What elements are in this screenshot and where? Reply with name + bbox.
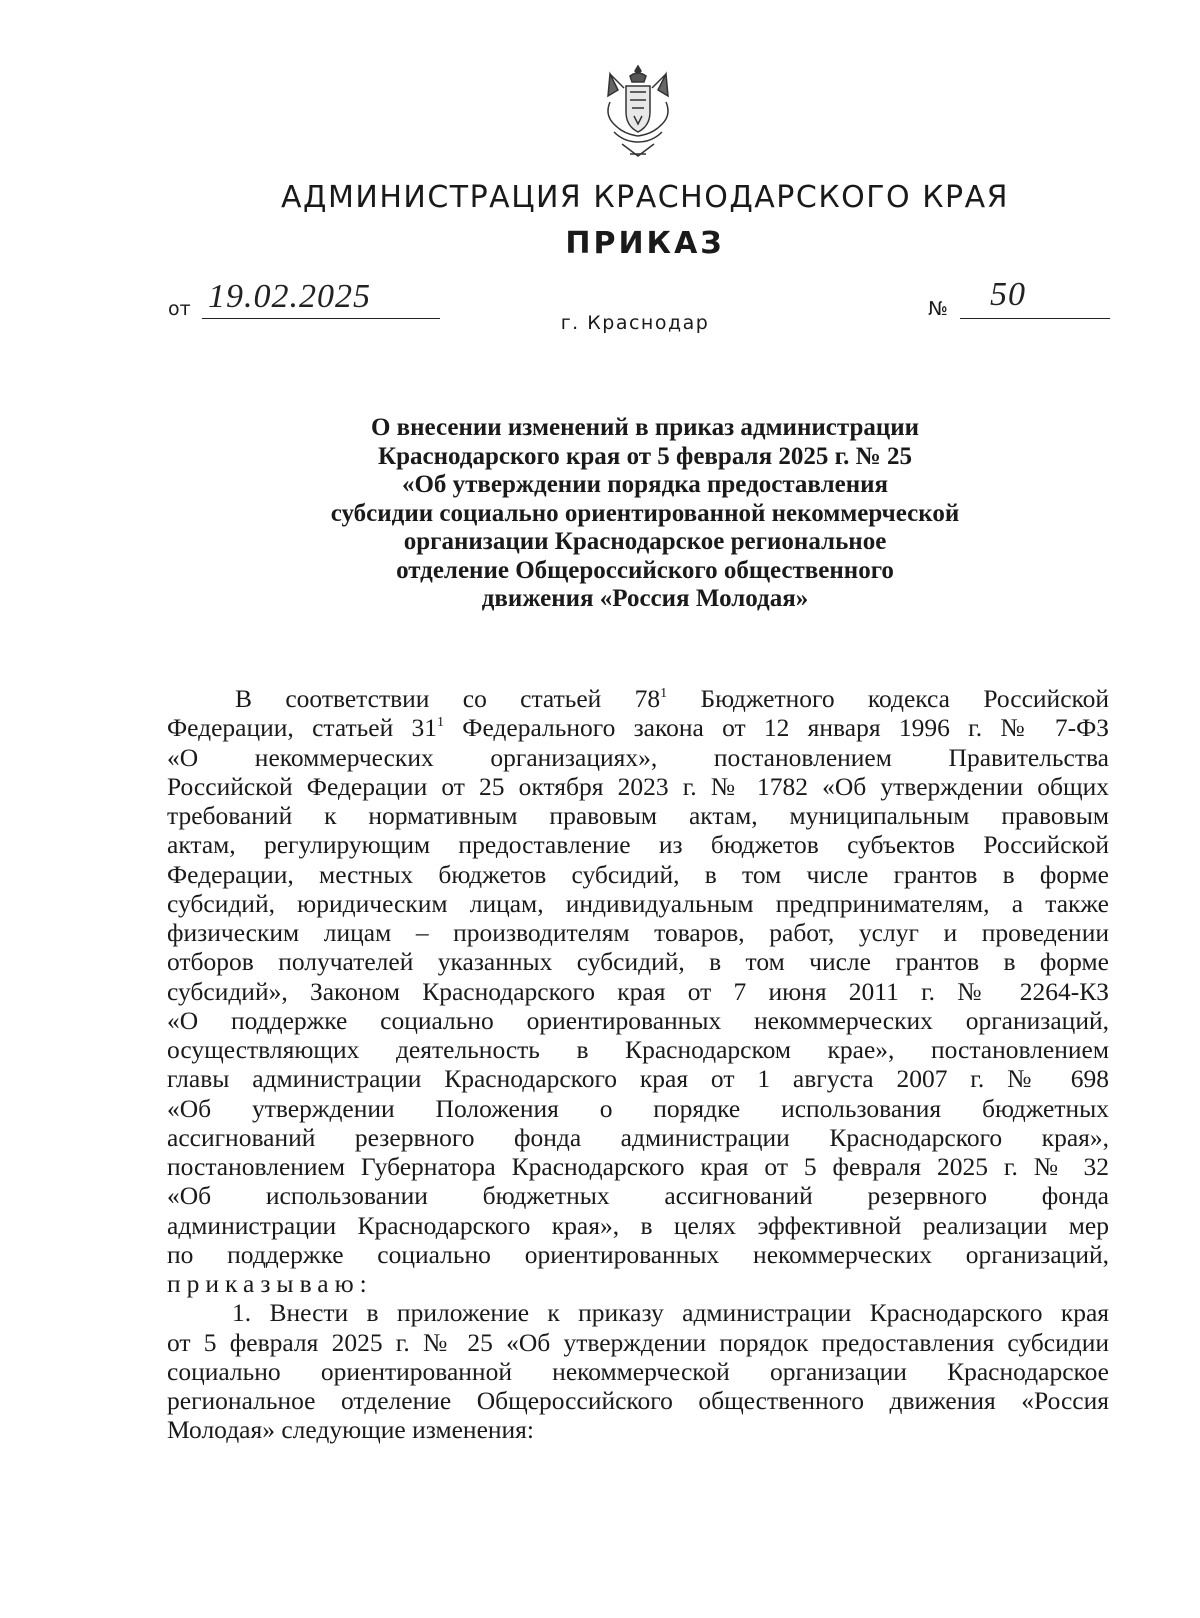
body-line: Федерации, статьей $31^1$ Федерального закона от 12 января 1996 г. № 7-ФЗ [167,713,1109,743]
body-line: «Об утверждении Положения о порядке использования бюджетных [167,1093,1109,1123]
handwritten-date: 19.02.2025 [208,278,371,315]
subject-line: «Об утверждении порядка предоставления [401,471,889,498]
body-line: социально ориентированной некоммерческой организации Краснодарское [167,1356,1109,1386]
subject-line: движения «Россия Молодая» [481,585,809,612]
document-type: ПРИКАЗ [565,226,725,261]
body-line: осуществляющих деятельность в Краснодарском крае», постановлением [167,1035,1109,1064]
body-line: Молодая» следующие изменения: [167,1415,534,1445]
subject-line: Краснодарского края от 5 февраля 2025 г. № 25 [377,442,913,470]
body-line: Федерации, местных бюджетов субсидий, в том числе грантов в форме [167,859,1109,889]
body-line: В соответствии со статьей $78^1$ Бюджетного кодекса Российской [235,684,1109,713]
body-line: «О поддержке социально ориентированных некоммерческих организаций, [167,1005,1109,1035]
city: г. Краснодар [560,312,710,334]
body-line: физическим лицам – производителям товаров, работ, услуг и проведении [167,918,1109,947]
subject-line: О внесении изменений в приказ администрации [370,414,920,441]
body-line: субсидий», Законом Краснодарского края от 7 июня 2011 г. № 2264-КЗ [167,976,1109,1006]
order-verb: приказываю: [167,1269,373,1298]
body-line: региональное отделение Общероссийского общественного движения «Россия [167,1386,1109,1415]
subject-line: организации Краснодарское региональное [403,528,887,555]
body-line: администрации Краснодарского края», в целях эффективной реализации мер [167,1210,1109,1240]
document-subject [0,414,1200,614]
body-line: субсидий, юридическим лицам, индивидуальным предпринимателям, а также [167,888,1109,918]
body-line: отборов получателей указанных субсидий, в том числе грантов в форме [167,947,1109,977]
body-line: 1. Внести в приложение к приказу администрации Краснодарского края [232,1298,1109,1328]
coat-of-arms-emblem [600,62,676,162]
subject-line: субсидии социально ориентированной некоммерческой [330,499,960,527]
organization-title: АДМИНИСТРАЦИЯ КРАСНОДАРСКОГО КРАЯ [281,180,1009,215]
body-line: актам, регулирующим предоставление из бюджетов субъектов Российской [167,830,1109,860]
body-line: от 5 февраля 2025 г. № 25 «Об утверждении порядок предоставления субсидии [167,1327,1109,1357]
body-line: «Об использовании бюджетных ассигнований резервного фонда [167,1181,1109,1211]
subject-line: отделение Общероссийского общественного [396,556,894,584]
body-line: главы администрации Краснодарского края от 1 августа 2007 г. № 698 [167,1064,1109,1094]
body-line: требований к нормативным правовым актам, муниципальным правовым [167,801,1109,830]
body-text [167,684,1109,1445]
body-line: ассигнований резервного фонда администрации Краснодарского края», [167,1122,1109,1152]
date-label: от [168,298,191,320]
number-label: № [928,298,948,320]
body-line: постановлением Губернатора Краснодарского края от 5 февраля 2025 г. № 32 [167,1152,1109,1181]
body-line: по поддержке социально ориентированных некоммерческих организаций, [167,1239,1109,1269]
body-line: Российской Федерации от 25 октября 2023 г. № 1782 «Об утверждении общих [167,771,1109,801]
body-line: «О некоммерческих организациях», постановлением Правительства [167,742,1109,772]
handwritten-number: 50 [990,276,1026,313]
